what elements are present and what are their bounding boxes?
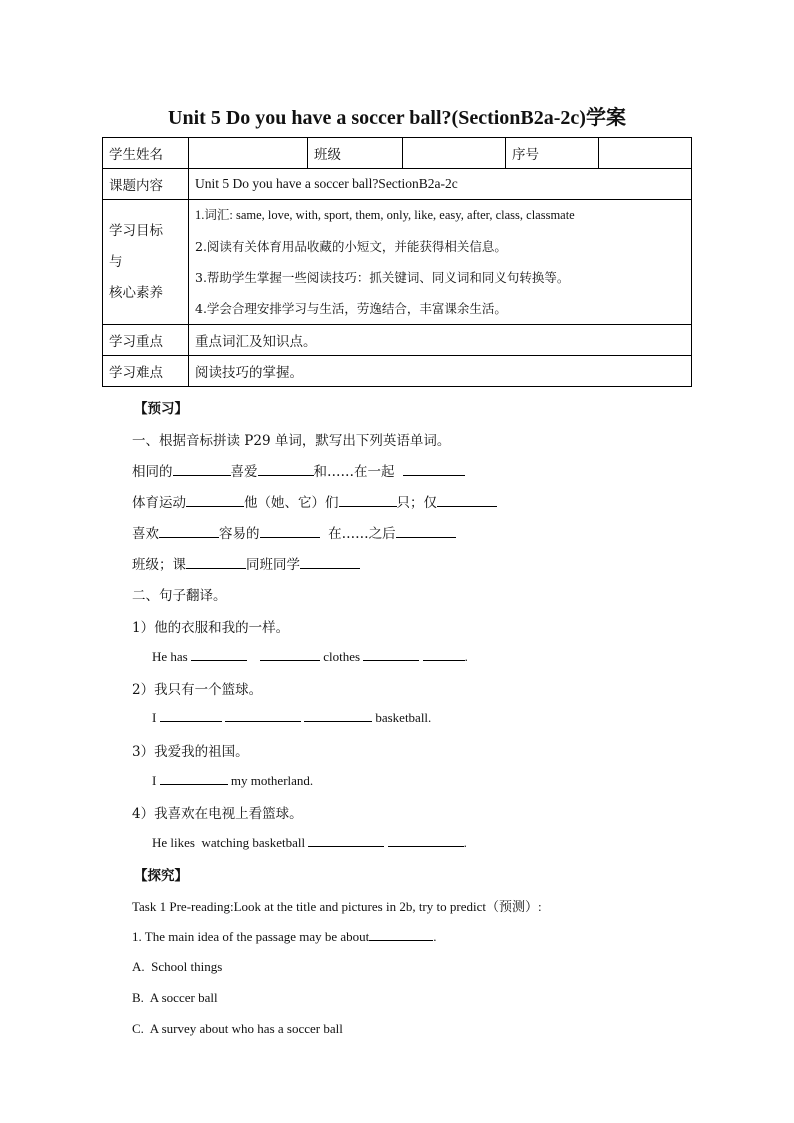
goal-item: 3.帮助学生掌握一些阅读技巧：抓关键词、同义词和同义句转换等。: [195, 270, 570, 285]
goals-label-line: 与: [109, 253, 123, 270]
sentence-text: I: [152, 773, 157, 788]
option-b: B. A soccer ball: [132, 990, 218, 1005]
answer-blank[interactable]: [191, 648, 247, 661]
difficulty-label: 学习难点: [103, 356, 189, 387]
class-label: 班级: [308, 138, 403, 169]
answer-blank[interactable]: [396, 525, 456, 538]
answer-blank[interactable]: [437, 494, 497, 507]
sentence-en: [152, 834, 467, 851]
vocab-row: [132, 553, 360, 573]
info-table: [102, 137, 692, 387]
vocab-label: 容易的: [219, 526, 260, 542]
vocab-label: 喜爱: [230, 464, 258, 480]
table-row-student: [103, 138, 692, 169]
focus-value: 重点词汇及知识点。: [189, 325, 692, 356]
vocab-label: 相同的: [132, 464, 173, 480]
answer-blank[interactable]: [304, 709, 372, 722]
question-end: .: [433, 929, 437, 944]
vocab-label: 同班同学: [246, 557, 300, 573]
answer-blank[interactable]: [160, 772, 228, 785]
sentence-text: my motherland.: [230, 773, 314, 788]
sentence-en: [152, 709, 431, 726]
sentence-cn: 2）我只有一个篮球。: [132, 682, 263, 698]
question-text: 1. The main idea of the passage may be about: [132, 929, 370, 944]
answer-blank[interactable]: [260, 648, 320, 661]
option-a: A. School things: [132, 959, 223, 974]
goals-label-line: 学习目标: [109, 222, 163, 239]
sentence-text: He has: [152, 649, 188, 664]
topic-value: Unit 5 Do you have a soccer ball?SectionB2a-2c: [189, 169, 692, 200]
answer-blank[interactable]: [225, 709, 301, 722]
sentence-text: .: [463, 835, 467, 850]
explore-question: [132, 928, 437, 945]
table-row-topic: [103, 169, 692, 200]
vocab-label: 班级；课: [132, 557, 186, 573]
option-c: C. A survey about who has a soccer ball: [132, 1021, 343, 1036]
sentence-text: basketball.: [375, 710, 432, 725]
answer-blank[interactable]: [423, 648, 465, 661]
vocab-label: 和……在一起: [313, 464, 395, 480]
answer-blank[interactable]: [339, 494, 397, 507]
answer-blank[interactable]: [363, 648, 419, 661]
answer-blank[interactable]: [160, 709, 222, 722]
page-title: Unit 5 Do you have a soccer ball?(SectionB2a-2c)学案: [168, 107, 626, 129]
vocab-label: 体育运动: [132, 495, 186, 511]
vocab-label: 只；仅: [396, 495, 437, 511]
preview-task1: 一、根据音标拼读 P29 单词，默写出下列英语单词。: [132, 433, 451, 449]
answer-blank[interactable]: [300, 556, 360, 569]
answer-blank[interactable]: [308, 834, 384, 847]
name-label: 学生姓名: [103, 138, 189, 169]
table-row-focus: [103, 325, 692, 356]
answer-blank[interactable]: [260, 525, 320, 538]
focus-label: 学习重点: [103, 325, 189, 356]
sentence-text: clothes: [323, 649, 361, 664]
seat-value[interactable]: [599, 138, 692, 169]
goal-item: 2.阅读有关体育用品收藏的小短文，并能获得相关信息。: [195, 239, 507, 254]
sentence-cn: 4）我喜欢在电视上看篮球。: [132, 806, 303, 822]
sentence-cn: 1）他的衣服和我的一样。: [132, 620, 290, 636]
vocab-row: [132, 460, 465, 480]
answer-blank[interactable]: [159, 525, 219, 538]
preview-task2: 二、句子翻译。: [132, 588, 227, 604]
vocab-label: 他（她、它）们: [244, 495, 339, 511]
class-value[interactable]: [403, 138, 506, 169]
vocab-label: 在……之后: [328, 526, 396, 542]
sentence-cn: 3）我爱我的祖国。: [132, 744, 249, 760]
preview-heading: 【预习】: [134, 401, 188, 417]
table-row-goals: [103, 200, 692, 325]
topic-label: 课题内容: [103, 169, 189, 200]
answer-blank[interactable]: [258, 463, 314, 476]
explore-task: Task 1 Pre-reading:Look at the title and pictures in 2b, try to predict（预测）:: [132, 899, 542, 914]
sentence-en: [152, 772, 313, 789]
sentence-text: .: [464, 649, 468, 664]
answer-blank[interactable]: [186, 556, 246, 569]
answer-blank[interactable]: [173, 463, 231, 476]
goal-item: 4.学会合理安排学习与生活，劳逸结合，丰富课余生活。: [195, 301, 507, 316]
vocab-label: 喜欢: [132, 526, 159, 542]
sentence-en: [152, 648, 468, 665]
goals-list: [189, 200, 692, 325]
explore-heading: 【探究】: [134, 868, 188, 884]
table-row-difficulty: [103, 356, 692, 387]
vocab-row: [132, 491, 497, 511]
difficulty-value: 阅读技巧的掌握。: [189, 356, 692, 387]
vocab-row: [132, 522, 456, 542]
sentence-text: He likes watching basketball: [152, 835, 306, 850]
sentence-text: I: [152, 710, 157, 725]
name-value[interactable]: [189, 138, 308, 169]
answer-blank[interactable]: [186, 494, 244, 507]
answer-blank[interactable]: [403, 463, 465, 476]
goal-item: 1.词汇: same, love, with, sport, them, only, like, easy, after, class, classmate: [195, 208, 575, 222]
answer-blank[interactable]: [369, 928, 433, 941]
seat-label: 序号: [506, 138, 599, 169]
goals-label-line: 核心素养: [109, 284, 163, 301]
answer-blank[interactable]: [388, 834, 464, 847]
goals-label: [103, 200, 189, 325]
